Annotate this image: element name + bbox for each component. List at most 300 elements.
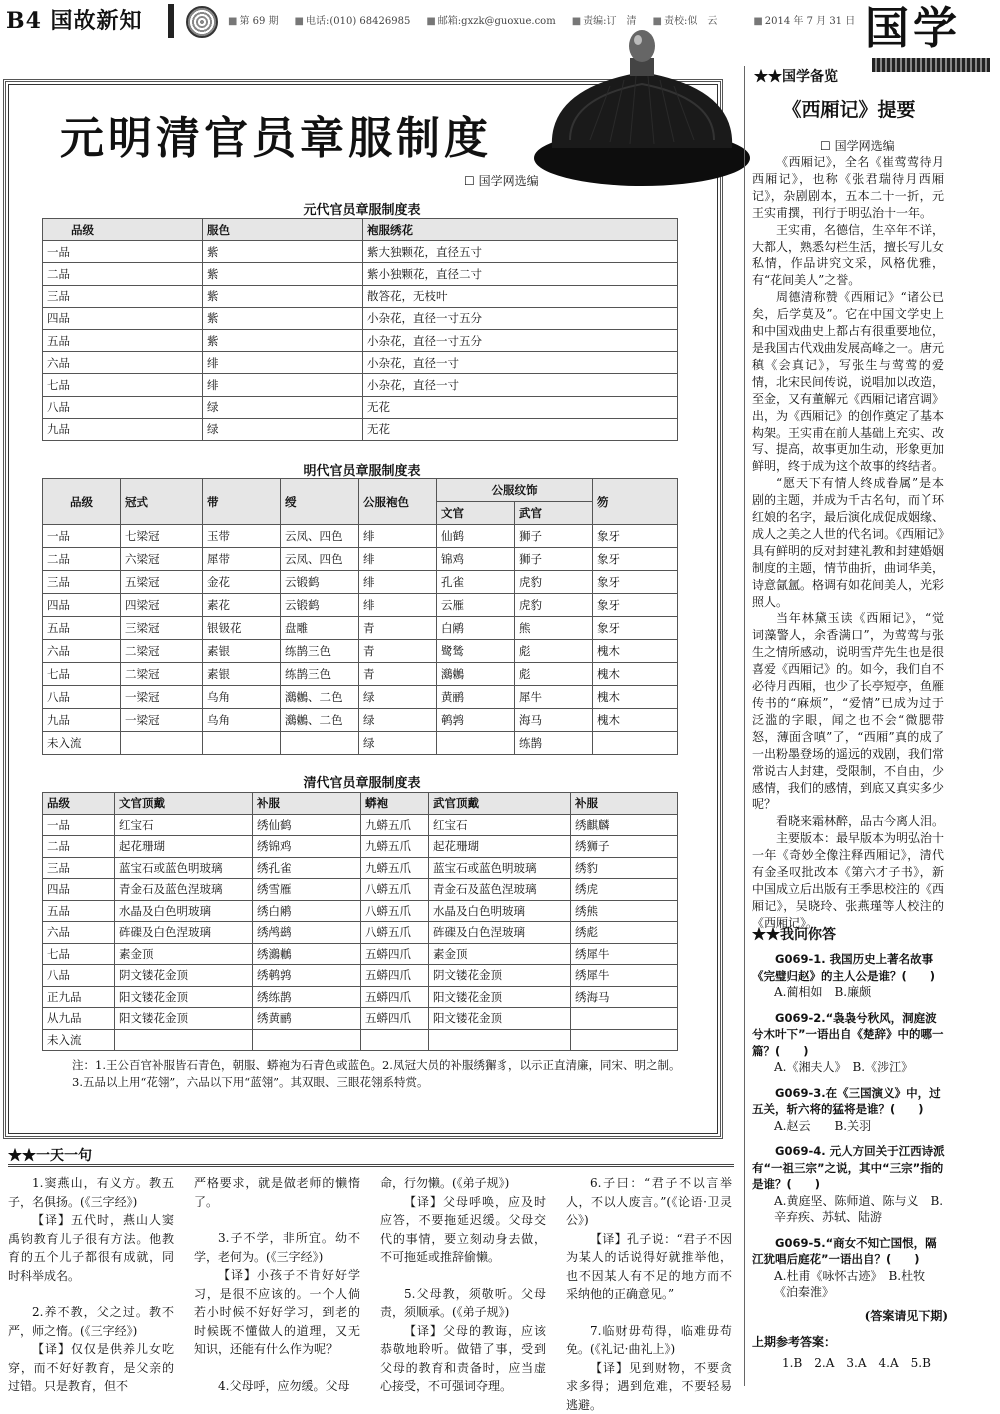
col-header: 品级 (43, 219, 203, 241)
article-byline: ☐ 国学网选编 (464, 172, 539, 189)
ming-table-body (43, 525, 678, 755)
table-cell: 彪 (515, 663, 593, 686)
body-paragraph: “愿天下有情人终成眷属”是本剧的主题，并成为千古名句，而丫环红娘的名字，最后演化成促成姻缘、成人之美之人世的代名词。《西厢记》具有鲜明的反对封建礼教和封建婚姻制度的主题，情节曲折，曲词华美，诗意氤氲。格调有如花间美人，光彩照人。 (752, 475, 944, 610)
table-cell: 红宝石 (429, 814, 571, 836)
table-cell: 绣麒麟 (571, 814, 678, 836)
table-row (43, 329, 678, 351)
table-cell: 七品 (43, 943, 115, 965)
daily-columns (8, 1174, 738, 1387)
body-paragraph: 王实甫，名德信，生卒年不详，大都人，熟悉勾栏生活，擅长写儿女私情，作品讲究文采，风格优雅，有“花间美人”之誉。 (752, 222, 944, 290)
table-cell: 四品 (43, 879, 115, 901)
page-header (0, 0, 1000, 44)
table-cell: 云锻鹤 (281, 594, 359, 617)
table-cell: 云雁 (437, 594, 515, 617)
col-header: 笏 (593, 479, 678, 525)
table-cell: 练鹊三色 (281, 640, 359, 663)
table-cell: 六品 (43, 922, 115, 944)
table-cell: 散答花，无枝叶 (363, 285, 678, 307)
body-paragraph: 《西厢记》，全名《崔莺莺待月西厢记》，也称《张君瑞待月西厢记》，杂剧剧本，五本二十一折，元王实甫撰，刊行于明弘治十一年。 (752, 154, 944, 222)
qing-table (42, 792, 678, 1051)
table-cell: 二梁冠 (121, 640, 203, 663)
table-cell: 青 (359, 617, 437, 640)
prev-answers: 1.B 2.A 3.A 4.A 5.B (752, 1355, 948, 1372)
table-cell: 绯 (359, 594, 437, 617)
table-row (43, 418, 678, 440)
table-cell: 未入流 (43, 732, 121, 755)
table-cell (121, 732, 203, 755)
xixiangji-body (752, 154, 944, 932)
table-cell: 虎豹 (515, 571, 593, 594)
table-row (43, 836, 678, 858)
table-cell: 九品 (43, 709, 121, 732)
table-cell: 四品 (43, 307, 203, 329)
table-cell: 二品 (43, 548, 121, 571)
table-row (43, 922, 678, 944)
table-cell: 六品 (43, 640, 121, 663)
column-divider (744, 66, 745, 1386)
issue-number: ■ 第 69 期 (228, 12, 279, 27)
table-row (43, 943, 678, 965)
table-cell: 鹭鸶 (437, 640, 515, 663)
spacer (194, 1359, 360, 1377)
table-cell: 绣锦鸡 (253, 836, 361, 858)
answer-note: (答案请见下期) (752, 1308, 948, 1325)
table-cell: 一品 (43, 525, 121, 548)
table-cell (593, 732, 678, 755)
col-header: 补服 (571, 793, 678, 815)
table-row (43, 640, 678, 663)
quiz-options: A.赵云 B.关羽 (752, 1118, 948, 1135)
table-cell: 五品 (43, 329, 203, 351)
table-cell: 绯 (203, 374, 363, 396)
table-cell: 一梁冠 (121, 686, 203, 709)
proofreader: ■ 责校:似 云 (653, 12, 718, 27)
table-cell: 绿 (359, 686, 437, 709)
editor: ■ 责编:订 清 (572, 12, 637, 27)
table-cell: 阳文镂花金顶 (115, 986, 253, 1008)
table-cell: 青 (359, 640, 437, 663)
table-cell: 未入流 (43, 1029, 115, 1051)
table-row (43, 663, 678, 686)
table-cell: 五梁冠 (121, 571, 203, 594)
table-row (43, 374, 678, 396)
translation: 【译】父母的教诲，应该恭敬地聆听。做错了事，受到父母的教育和责备时，应当虚心接受，不可强词夺理。 (380, 1322, 546, 1396)
section-heading-guoxue: ★★国学备览 (754, 66, 838, 86)
table-cell: 青 (359, 663, 437, 686)
body-paragraph: 周德清称赞《西厢记》“诸公已矣，后学莫及”。它在中国文学史上和中国戏曲史上都占有很重要地位，是我国古代戏曲发展高峰之一。唐元稹《会真记》，写张生与莺莺的爱情，北宋民间传说，说唱加以改造，至金，又有董解元《西厢记诸宫调》出，为《西厢记》的创作奠定了基本构架。王实甫在前人基础上充实、改写、提高，故事更加生动，形象更加鲜明，终于成为这个故事的终结者。 (752, 289, 944, 475)
table-cell: 绣狮子 (571, 836, 678, 858)
date: ■ 2014 年 7 月 31 日 (753, 12, 855, 27)
table-cell: 五蟒四爪 (361, 943, 429, 965)
table-cell: 乌角 (203, 686, 281, 709)
table-cell: 绣练鹊 (253, 986, 361, 1008)
table-cell: 狮子 (515, 525, 593, 548)
col-header: 品级 (43, 479, 121, 525)
table-cell: 无花 (363, 396, 678, 418)
table-cell: 素花 (203, 594, 281, 617)
table-row (43, 879, 678, 901)
table-row (43, 986, 678, 1008)
table-cell: 七品 (43, 374, 203, 396)
table-cell: 七梁冠 (121, 525, 203, 548)
table-cell: 八品 (43, 965, 115, 987)
quiz-question: G069-5.“商女不知亡国恨，隔江犹唱后庭花”一语出自？( ) (752, 1235, 948, 1268)
table-cell: 绣鹌鹑 (253, 965, 361, 987)
table-notes: 注：1.王公百官补服皆石青色，朝服、蟒袍为石青色或蓝色。2.凤冠大员的补服绣獬豸，以示正直清廉，同宋、明之制。3.五品以上用“花翎”，六品以下用“蓝翎”。其双眼、三眼花翎系特赏。 (72, 1057, 682, 1091)
table-cell: 紫大独颗花，直径五寸 (363, 241, 678, 263)
table-cell: 绿 (359, 732, 437, 755)
table-cell: 八蟒五爪 (361, 922, 429, 944)
table-cell: 二品 (43, 263, 203, 285)
table-cell: 阳文镂花金顶 (115, 1008, 253, 1030)
table-cell: 象牙 (593, 617, 678, 640)
table-cell: 绣仙鹤 (253, 814, 361, 836)
table-cell: 三品 (43, 857, 115, 879)
table-row (43, 396, 678, 418)
table-cell: 绣雪雁 (253, 879, 361, 901)
quote: 5.父母教，须敬听。父母责，须顺承。(《弟子规》) (380, 1285, 546, 1322)
table-cell: 玉带 (203, 525, 281, 548)
table-cell: 银钑花 (203, 617, 281, 640)
table-cell: 虎豹 (515, 594, 593, 617)
table-row (43, 307, 678, 329)
sub-header: 文官 (437, 502, 515, 525)
table-cell: 八蟒五爪 (361, 879, 429, 901)
table-cell: 云凤、四色 (281, 548, 359, 571)
table-cell: 阴文镂花金顶 (115, 965, 253, 987)
table-cell (571, 1029, 678, 1051)
table-cell: 九蟒五爪 (361, 814, 429, 836)
table-cell: 犀牛 (515, 686, 593, 709)
table-cell: 绣海马 (571, 986, 678, 1008)
col-header: 品级 (43, 793, 115, 815)
table-row (43, 525, 678, 548)
table-cell: 紫 (203, 329, 363, 351)
translation: 【译】五代时，燕山人窦禹钧教育儿子很有方法。他教育的五个儿子都很有成就，同时科举成名。 (8, 1211, 174, 1285)
table-cell: 二品 (43, 836, 115, 858)
table-cell: 槐木 (593, 663, 678, 686)
table-cell: 孔雀 (437, 571, 515, 594)
table-cell: 从九品 (43, 1008, 115, 1030)
translation: 【译】小孩子不肯好好学习，是很不应该的。一个人倘若小时候不好好学习，到老的时候既不懂做人的道理，又无知识，还能有什么作为呢？ (194, 1266, 360, 1359)
translation: 【译】仅仅是供养儿女吃穿，而不好好教育，是父亲的过错。只是教育，但不 (8, 1340, 174, 1396)
table-cell: 绣熊 (571, 900, 678, 922)
table-cell: 六品 (43, 352, 203, 374)
table-cell: 紫小独颗花，直径二寸 (363, 263, 678, 285)
table-cell: 阳文镂花金顶 (429, 1008, 571, 1030)
table-cell (203, 732, 281, 755)
table-cell: 八品 (43, 396, 203, 418)
table-row (43, 352, 678, 374)
masthead-logo: 国学 (838, 0, 988, 66)
table-cell: 三品 (43, 285, 203, 307)
table-row (43, 1008, 678, 1030)
table-cell: 海马 (515, 709, 593, 732)
table-row (43, 732, 678, 755)
table-cell: 云锻鹤 (281, 571, 359, 594)
quiz-question: G069-3.在《三国演义》中，过五关，斩六将的猛将是谁？( ) (752, 1085, 948, 1118)
table-cell: 正九品 (43, 986, 115, 1008)
table-cell: 槐木 (593, 640, 678, 663)
official-hat-image (530, 28, 755, 188)
body-paragraph: 当年林黛玉读《西厢记》，“觉词藻警人，余香满口”，为莺莺与张生之情所感动，说明雪芹先生也是很喜爱《西厢记》的。如今，我们自不必待月西厢，也少了长亭短亭，鱼雁传书的“麻烦”，“爱情”已成为过于泛滥的字眼，闻之也不会“微腮带怒，薄面含嗔”了，“西厢”真的成了一出粉墨登场的遥远的戏剧，我们常常说古人封建，受限制，不自由，少感情，我们的感情，到底又真实多少呢？ (752, 610, 944, 813)
table-cell: 水晶及白色明玻璃 (115, 900, 253, 922)
quiz-items (752, 951, 948, 1301)
table-cell: 鸂鶒、二色 (281, 686, 359, 709)
table-cell: 五蟒四爪 (361, 1008, 429, 1030)
quiz-item (752, 1085, 948, 1135)
daily-column (566, 1174, 732, 1387)
table-cell: 金花 (203, 571, 281, 594)
translation: 严格要求，就是做老师的懒惰了。 (194, 1174, 360, 1211)
spacer (380, 1267, 546, 1285)
table-row (43, 285, 678, 307)
table-cell: 鹌鹑 (437, 709, 515, 732)
table-cell: 熊 (515, 617, 593, 640)
table-cell: 起花珊瑚 (115, 836, 253, 858)
table-cell: 三梁冠 (121, 617, 203, 640)
col-header: 带 (203, 479, 281, 525)
col-header: 绶 (281, 479, 359, 525)
quiz-item (752, 1143, 948, 1226)
daily-column (380, 1174, 546, 1387)
quote: 1.窦燕山，有义方。教五子，名俱扬。(《三字经》) (8, 1174, 174, 1211)
quiz-question: G069-2.“袅袅兮秋风，洞庭波兮木叶下”一语出自《楚辞》中的哪一篇？( ) (752, 1010, 948, 1060)
table-cell: 三品 (43, 571, 121, 594)
quiz-options: A.杜甫《咏怀古迹》 B.杜牧《泊秦淮》 (752, 1268, 948, 1301)
table-cell: 九蟒五爪 (361, 857, 429, 879)
body-paragraph: 看晓来霜林醉，品古今离人泪。 (752, 813, 944, 830)
table-cell: 一品 (43, 241, 203, 263)
table-cell: 素金顶 (429, 943, 571, 965)
qing-table-caption: 清代官员章服制度表 (42, 772, 682, 791)
table-row (43, 709, 678, 732)
table-cell (361, 1029, 429, 1051)
table-cell: 绣犀牛 (571, 943, 678, 965)
table-cell: 无花 (363, 418, 678, 440)
sub-header: 武官 (515, 502, 593, 525)
daily-column (194, 1174, 360, 1387)
table-cell: 青金石及蓝色涅玻璃 (429, 879, 571, 901)
col-header: 蟒袍 (361, 793, 429, 815)
table-cell: 绣孔雀 (253, 857, 361, 879)
table-cell: 紫 (203, 241, 363, 263)
col-header: 冠式 (121, 479, 203, 525)
table-cell: 小杂花，直径一寸 (363, 352, 678, 374)
table-cell: 象牙 (593, 571, 678, 594)
table-cell: 七品 (43, 663, 121, 686)
table-cell (281, 732, 359, 755)
spacer (566, 1304, 732, 1322)
quiz-item (752, 951, 948, 1001)
table-cell: 四梁冠 (121, 594, 203, 617)
table-cell (571, 1008, 678, 1030)
quiz-question: G069-4. 元人方回关于江西诗派有“一祖三宗”之说，其中“三宗”指的是谁？( ) (752, 1143, 948, 1193)
yuan-table (42, 218, 678, 441)
table-cell: 阳文镂花金顶 (429, 986, 571, 1008)
col-header: 袍服绣花 (363, 219, 678, 241)
table-cell: 九蟒五爪 (361, 836, 429, 858)
table-cell: 青金石及蓝色涅玻璃 (115, 879, 253, 901)
table-row (43, 594, 678, 617)
table-cell: 蓝宝石或蓝色明玻璃 (115, 857, 253, 879)
body-paragraph: 主要版本：最早版本为明弘治十一年《奇妙全像注释西厢记》，清代有金圣叹批改本《第六才子书》，新中国成立后出版有王季思校注的《西厢记》，吴晓玲、张燕瑾等人校注的《西厢记》。 (752, 830, 944, 931)
quiz (752, 951, 948, 1371)
table-cell: 绯 (203, 352, 363, 374)
table-cell: 狮子 (515, 548, 593, 571)
translation: 【译】孔子说：“君子不因为某人的话说得好就推举他，也不因某人有不足的地方而不采纳他的正确意见。” (566, 1230, 732, 1304)
qing-table-body (43, 814, 678, 1051)
table-cell: 五品 (43, 617, 121, 640)
col-header: 公服袍色 (359, 479, 437, 525)
table-row (43, 571, 678, 594)
table-row (43, 900, 678, 922)
table-cell: 练鹊 (515, 732, 593, 755)
section-heading-qa: ★★我问你答 (752, 924, 836, 944)
table-cell: 红宝石 (115, 814, 253, 836)
quote: 4.父母呼，应勿缓。父母 (194, 1377, 360, 1396)
ming-table (42, 478, 678, 755)
col-header: 服色 (203, 219, 363, 241)
table-cell: 绯 (359, 571, 437, 594)
table-row (43, 965, 678, 987)
table-cell: 绿 (359, 709, 437, 732)
table-cell: 绯 (359, 548, 437, 571)
table-row (43, 548, 678, 571)
table-cell: 象牙 (593, 594, 678, 617)
table-cell: 象牙 (593, 548, 678, 571)
table-cell: 素银 (203, 663, 281, 686)
prev-answers-label: 上期参考答案： (752, 1334, 948, 1351)
table-cell: 五蟒四爪 (361, 986, 429, 1008)
table-cell: 练鹊三色 (281, 663, 359, 686)
table-cell: 蓝宝石或蓝色明玻璃 (429, 857, 571, 879)
email: ■ 邮箱:gxzk@guoxue.com (426, 12, 555, 27)
table-row (43, 686, 678, 709)
quote: 7.临财毋苟得，临难毋苟免。(《礼记·曲礼上》) (566, 1322, 732, 1359)
phone: ■ 电话:(010) 68426985 (295, 12, 411, 27)
table-cell (253, 1029, 361, 1051)
table-cell: 四品 (43, 594, 121, 617)
table-cell: 犀带 (203, 548, 281, 571)
table-cell: 一梁冠 (121, 709, 203, 732)
table-row (43, 241, 678, 263)
spacer (194, 1211, 360, 1229)
emblem-icon (186, 6, 218, 38)
table-cell: 砗磲及白色涅玻璃 (115, 922, 253, 944)
table-cell (429, 1029, 571, 1051)
table-cell: 仙鹤 (437, 525, 515, 548)
table-cell: 砗磲及白色涅玻璃 (429, 922, 571, 944)
table-cell: 八蟒五爪 (361, 900, 429, 922)
table-cell: 鸂鶒 (437, 663, 515, 686)
page-code: B4 国故新知 (6, 4, 143, 35)
table-cell: 阴文镂花金顶 (429, 965, 571, 987)
table-cell: 九品 (43, 418, 203, 440)
table-cell: 八品 (43, 686, 121, 709)
ming-table-caption: 明代官员章服制度表 (42, 460, 682, 479)
xixiangji-title: 《西厢记》提要 (754, 95, 944, 122)
quiz-options: A.黄庭坚、陈师道、陈与义 B.辛弃疾、苏轼、陆游 (752, 1193, 948, 1226)
table-cell: 绿 (203, 396, 363, 418)
translation: 【译】父母呼唤，应及时应答，不要拖延迟缓。父母交代的事情，要立刻动身去做，不可拖延或推辞偷懒。 (380, 1193, 546, 1267)
table-cell: 象牙 (593, 525, 678, 548)
table-cell: 紫 (203, 307, 363, 329)
spacer (8, 1285, 174, 1303)
quote: 3.子不学，非所宜。幼不学，老何为。(《三字经》) (194, 1229, 360, 1266)
table-cell: 绯 (359, 525, 437, 548)
table-cell: 黄鹂 (437, 686, 515, 709)
header-divider (168, 4, 174, 38)
table-row (43, 857, 678, 879)
quiz-question: G069-1. 我国历史上著名故事《完璧归赵》的主人公是谁？( ) (752, 951, 948, 984)
col-header: 公服纹饰 (437, 479, 593, 502)
table-cell: 绣白鹇 (253, 900, 361, 922)
table-cell: 素银 (203, 640, 281, 663)
table-cell: 水晶及白色明玻璃 (429, 900, 571, 922)
yuan-table-caption: 元代官员章服制度表 (42, 199, 682, 218)
quote: 2.养不教，父之过。教不严，师之惰。(《三字经》) (8, 1303, 174, 1340)
table-cell: 槐木 (593, 686, 678, 709)
table-cell: 素金顶 (115, 943, 253, 965)
section-rule (8, 1164, 734, 1167)
table-cell: 云凤、四色 (281, 525, 359, 548)
translation: 命，行勿懒。(《弟子规》) (380, 1174, 546, 1193)
yuan-table-body (43, 241, 678, 441)
article-title: 元明清官员章服制度 (60, 102, 492, 166)
table-cell (437, 732, 515, 755)
table-cell: 绣犀牛 (571, 965, 678, 987)
table-cell: 绣彪 (571, 922, 678, 944)
col-header: 补服 (253, 793, 361, 815)
table-cell: 彪 (515, 640, 593, 663)
quiz-options: A.《湘夫人》 B.《涉江》 (752, 1059, 948, 1076)
table-cell: 绣虎 (571, 879, 678, 901)
table-cell: 起花珊瑚 (429, 836, 571, 858)
quiz-item (752, 1010, 948, 1076)
table-row (43, 617, 678, 640)
table-cell: 二梁冠 (121, 663, 203, 686)
table-cell: 盘雕 (281, 617, 359, 640)
translation: 【译】见到财物，不要贪求多得；遇到危难，不要轻易逃避。 (566, 1359, 732, 1414)
table-cell: 紫 (203, 263, 363, 285)
table-cell: 一品 (43, 814, 115, 836)
table-cell: 小杂花，直径一寸 (363, 374, 678, 396)
table-cell (115, 1029, 253, 1051)
table-cell: 绣鸬鹚 (253, 922, 361, 944)
xixiangji-byline: ☐ 国学网选编 (820, 137, 895, 154)
table-cell: 绣黄鹂 (253, 1008, 361, 1030)
table-cell: 六梁冠 (121, 548, 203, 571)
table-cell: 绿 (203, 418, 363, 440)
table-cell: 五蟒四爪 (361, 965, 429, 987)
table-cell: 白鹇 (437, 617, 515, 640)
quote: 6.子曰：“君子不以言举人，不以人废言。”(《论语·卫灵公》) (566, 1174, 732, 1230)
masthead-bar (872, 58, 990, 72)
quiz-options: A.蔺相如 B.廉颇 (752, 984, 948, 1001)
table-cell: 紫 (203, 285, 363, 307)
table-row (43, 814, 678, 836)
table-cell: 乌角 (203, 709, 281, 732)
table-cell: 绣豹 (571, 857, 678, 879)
table-row (43, 1029, 678, 1051)
table-cell: 五品 (43, 900, 115, 922)
header-meta (228, 12, 855, 27)
quiz-item (752, 1235, 948, 1301)
section-heading-daily: ★★一天一句 (8, 1145, 92, 1165)
col-header: 文官顶戴 (115, 793, 253, 815)
table-cell: 小杂花，直径一寸五分 (363, 307, 678, 329)
